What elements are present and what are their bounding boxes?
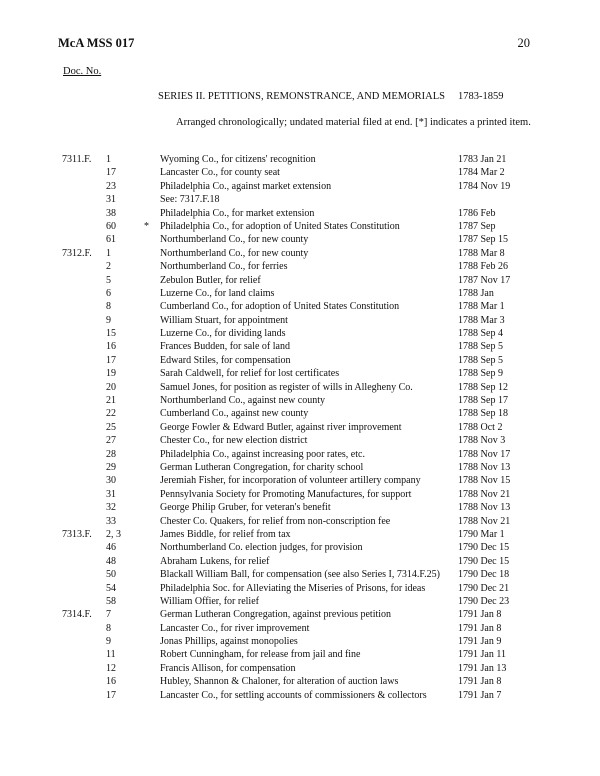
item-number: 1 (106, 154, 111, 165)
box-number: 7313.F. (62, 528, 92, 540)
item-date: 1790 Dec 18 (458, 569, 510, 581)
item-date: 1790 Dec 15 (458, 542, 510, 554)
box-number: 7311.F. (62, 154, 92, 165)
item-date: 1790 Dec 15 (458, 555, 510, 567)
list-item (0, 166, 600, 179)
item-description: Philadelphia Co., against increasing poor rates, etc. (160, 448, 365, 460)
item-number: 8 (106, 301, 111, 313)
box-number: 7312.F. (62, 247, 92, 259)
item-number: 33 (106, 515, 116, 527)
item-number: 46 (106, 542, 116, 554)
item-description: James Biddle, for relief from tax (160, 528, 291, 540)
item-description: Hubley, Shannon & Chaloner, for alteration of auction laws (160, 676, 399, 688)
item-number: 61 (106, 234, 116, 246)
list-item (0, 300, 600, 313)
list-item (0, 407, 600, 420)
item-description: Lancaster Co., for county seat (160, 167, 280, 179)
item-description: George Fowler & Edward Butler, against river improvement (160, 421, 402, 433)
list-item (0, 568, 600, 581)
item-number: 1 (106, 247, 111, 259)
collection-id: McA MSS 017 (58, 36, 135, 50)
item-date: 1787 Sep (458, 220, 496, 232)
item-number: 31 (106, 194, 116, 206)
item-date: 1784 Mar 2 (458, 167, 505, 179)
item-description: Lancaster Co., for settling accounts of commissioners & collectors (160, 689, 427, 701)
item-number: 48 (106, 555, 116, 567)
item-date: 1791 Jan 8 (458, 622, 502, 634)
item-number: 9 (106, 314, 111, 326)
item-number: 30 (106, 475, 116, 487)
item-number: 16 (106, 341, 116, 353)
list-item (0, 689, 600, 702)
item-number: 20 (106, 381, 116, 393)
item-number: 15 (106, 328, 116, 340)
item-date: 1788 Mar 1 (458, 301, 505, 313)
item-description: Cumberland Co., for adoption of United States Constitution (160, 301, 400, 313)
item-date: 1787 Sep 15 (458, 234, 508, 246)
item-description: Philadelphia Co., for adoption of United States Constitution (160, 220, 400, 232)
item-number: 21 (106, 395, 116, 407)
item-description: Sarah Caldwell, for relief for lost certificates (160, 368, 340, 380)
list-item (0, 367, 600, 380)
list-item (0, 662, 600, 675)
item-description: Jonas Phillips, against monopolies (160, 636, 298, 648)
item-description: William Stuart, for appointment (160, 314, 288, 326)
item-date: 1788 Nov 15 (458, 475, 511, 487)
item-date: 1788 Feb 26 (458, 261, 508, 273)
item-description: Edward Stiles, for compensation (160, 354, 291, 366)
item-description: Abraham Lukens, for relief (160, 555, 270, 567)
list-item (0, 354, 600, 367)
item-date: 1788 Nov 21 (458, 515, 511, 527)
item-date: 1788 Mar 8 (458, 247, 505, 259)
item-date: 1788 Nov 13 (458, 461, 511, 473)
item-date: 1783 Jan 21 (458, 154, 507, 165)
item-date: 1788 Oct 2 (458, 421, 503, 433)
item-number: 2 (106, 261, 111, 273)
item-description: Frances Budden, for sale of land (160, 341, 290, 353)
doc-no-label: Doc. No. (63, 66, 102, 77)
list-item (0, 274, 600, 287)
item-description: German Lutheran Congregation, against previous petition (160, 609, 392, 621)
list-item (0, 488, 600, 501)
item-description: Zebulon Butler, for relief (160, 274, 261, 286)
item-number: 7 (106, 609, 111, 621)
item-description: Chester Co., for new election district (160, 435, 308, 447)
list-item (0, 448, 600, 461)
list-item (0, 314, 600, 327)
item-description: Chester Co. Quakers, for relief from non-conscription fee (160, 515, 391, 527)
item-number: 58 (106, 595, 116, 607)
item-description: Northumberland Co., for new county (160, 247, 309, 259)
item-description: German Lutheran Congregation, for charity school (160, 461, 364, 473)
list-item (0, 287, 600, 300)
item-date: 1788 Sep 4 (458, 328, 503, 340)
item-description: Philadelphia Soc. for Alleviating the Miseries of Prisons, for ideas (160, 582, 426, 594)
item-description: Jeremiah Fisher, for incorporation of volunteer artillery company (160, 475, 421, 487)
item-number: 31 (106, 488, 116, 500)
item-number: 29 (106, 461, 116, 473)
item-date: 1788 Nov 13 (458, 502, 511, 514)
item-number: 8 (106, 622, 111, 634)
item-description: Northumberland Co. election judges, for provision (160, 542, 363, 554)
item-number: 16 (106, 676, 116, 688)
item-description: William Offier, for relief (160, 595, 259, 607)
item-description: Philadelphia Co., against market extension (160, 180, 332, 192)
series-title: SERIES II. PETITIONS, REMONSTRANCE, AND MEMORIALS (158, 91, 446, 102)
item-number: 12 (106, 662, 116, 674)
item-number: 5 (106, 274, 111, 286)
list-item (0, 515, 600, 528)
list-item (0, 635, 600, 648)
item-number: 2, 3 (106, 528, 121, 540)
item-date: 1787 Nov 17 (458, 274, 511, 286)
item-date: 1788 Sep 17 (458, 395, 508, 407)
item-description: Wyoming Co., for citizens' recognition (160, 154, 316, 165)
item-number: 17 (106, 689, 116, 701)
list-item (0, 675, 600, 688)
item-number: 23 (106, 180, 116, 192)
item-number: 54 (106, 582, 116, 594)
list-item (0, 233, 600, 246)
item-list (0, 153, 600, 702)
item-description: Cumberland Co., against new county (160, 408, 309, 420)
item-number: 25 (106, 421, 116, 433)
item-number: 28 (106, 448, 116, 460)
item-number: 17 (106, 167, 116, 179)
item-number: 60 (106, 220, 116, 232)
item-date: 1791 Jan 8 (458, 676, 502, 688)
item-description: Luzerne Co., for land claims (160, 287, 275, 299)
item-date: 1788 Mar 3 (458, 314, 505, 326)
item-date: 1788 Sep 5 (458, 354, 503, 366)
item-date: 1786 Feb (458, 207, 496, 219)
item-date: 1791 Jan 11 (458, 649, 506, 661)
list-item (0, 153, 600, 166)
item-date: 1784 Nov 19 (458, 180, 511, 192)
item-number: 32 (106, 502, 116, 514)
arrangement-note: Arranged chronologically; undated material filed at end. [*] indicates a printed item. (176, 117, 531, 128)
item-number: 22 (106, 408, 116, 420)
list-item (0, 381, 600, 394)
item-date: 1788 Nov 21 (458, 488, 511, 500)
item-description: Francis Allison, for compensation (160, 662, 296, 674)
item-date: 1788 Sep 5 (458, 341, 503, 353)
item-description: Blackall William Ball, for compensation (see also Series I, 7314.F.25) (160, 569, 440, 581)
list-item (0, 434, 600, 447)
list-item (0, 474, 600, 487)
list-item (0, 340, 600, 353)
item-number: 38 (106, 207, 116, 219)
item-date: 1791 Jan 13 (458, 662, 507, 674)
list-item (0, 180, 600, 193)
item-description: Pennsylvania Society for Promoting Manufactures, for support (160, 488, 412, 500)
item-date: 1788 Nov 3 (458, 435, 506, 447)
item-description: Lancaster Co., for river improvement (160, 622, 310, 634)
item-description: Northumberland Co., for new county (160, 234, 309, 246)
list-item (0, 595, 600, 608)
list-item (0, 220, 600, 233)
item-description: George Philip Gruber, for veteran's benefit (160, 502, 331, 514)
item-date: 1790 Dec 21 (458, 582, 510, 594)
list-item (0, 461, 600, 474)
item-number: 11 (106, 649, 116, 661)
item-date: 1788 Jan (458, 287, 494, 299)
list-item (0, 541, 600, 554)
list-item (0, 193, 600, 206)
box-number: 7314.F. (62, 609, 92, 621)
item-description: Northumberland Co., for ferries (160, 261, 288, 273)
list-item (0, 247, 600, 260)
list-item (0, 582, 600, 595)
item-number: 9 (106, 636, 111, 648)
list-item (0, 421, 600, 434)
item-description: See: 7317.F.18 (160, 194, 220, 206)
item-date: 1790 Dec 23 (458, 595, 510, 607)
item-date: 1788 Nov 17 (458, 448, 511, 460)
list-item (0, 622, 600, 635)
list-item (0, 528, 600, 541)
item-number: 6 (106, 287, 111, 299)
list-item (0, 394, 600, 407)
item-date: 1788 Sep 18 (458, 408, 508, 420)
list-item (0, 327, 600, 340)
item-description: Robert Cunningham, for release from jail and fine (160, 649, 361, 661)
list-item (0, 260, 600, 273)
list-item (0, 648, 600, 661)
list-item (0, 501, 600, 514)
item-number: 27 (106, 435, 116, 447)
item-description: Philadelphia Co., for market extension (160, 207, 315, 219)
item-date: 1791 Jan 7 (458, 689, 502, 701)
item-description: Northumberland Co., against new county (160, 395, 325, 407)
item-description: Luzerne Co., for dividing lands (160, 328, 286, 340)
item-date: 1788 Sep 12 (458, 381, 508, 393)
item-number: 50 (106, 569, 116, 581)
list-item (0, 555, 600, 568)
item-description: Samuel Jones, for position as register of wills in Allegheny Co. (160, 381, 413, 393)
item-date: 1788 Sep 9 (458, 368, 503, 380)
page-number: 20 (517, 36, 530, 50)
item-date: 1791 Jan 8 (458, 609, 502, 621)
printed-item-marker: * (144, 220, 149, 232)
list-item (0, 207, 600, 220)
item-date: 1790 Mar 1 (458, 528, 505, 540)
item-date: 1791 Jan 9 (458, 636, 502, 648)
item-number: 17 (106, 354, 116, 366)
series-dates: 1783-1859 (458, 91, 504, 102)
list-item (0, 608, 600, 621)
item-number: 19 (106, 368, 116, 380)
